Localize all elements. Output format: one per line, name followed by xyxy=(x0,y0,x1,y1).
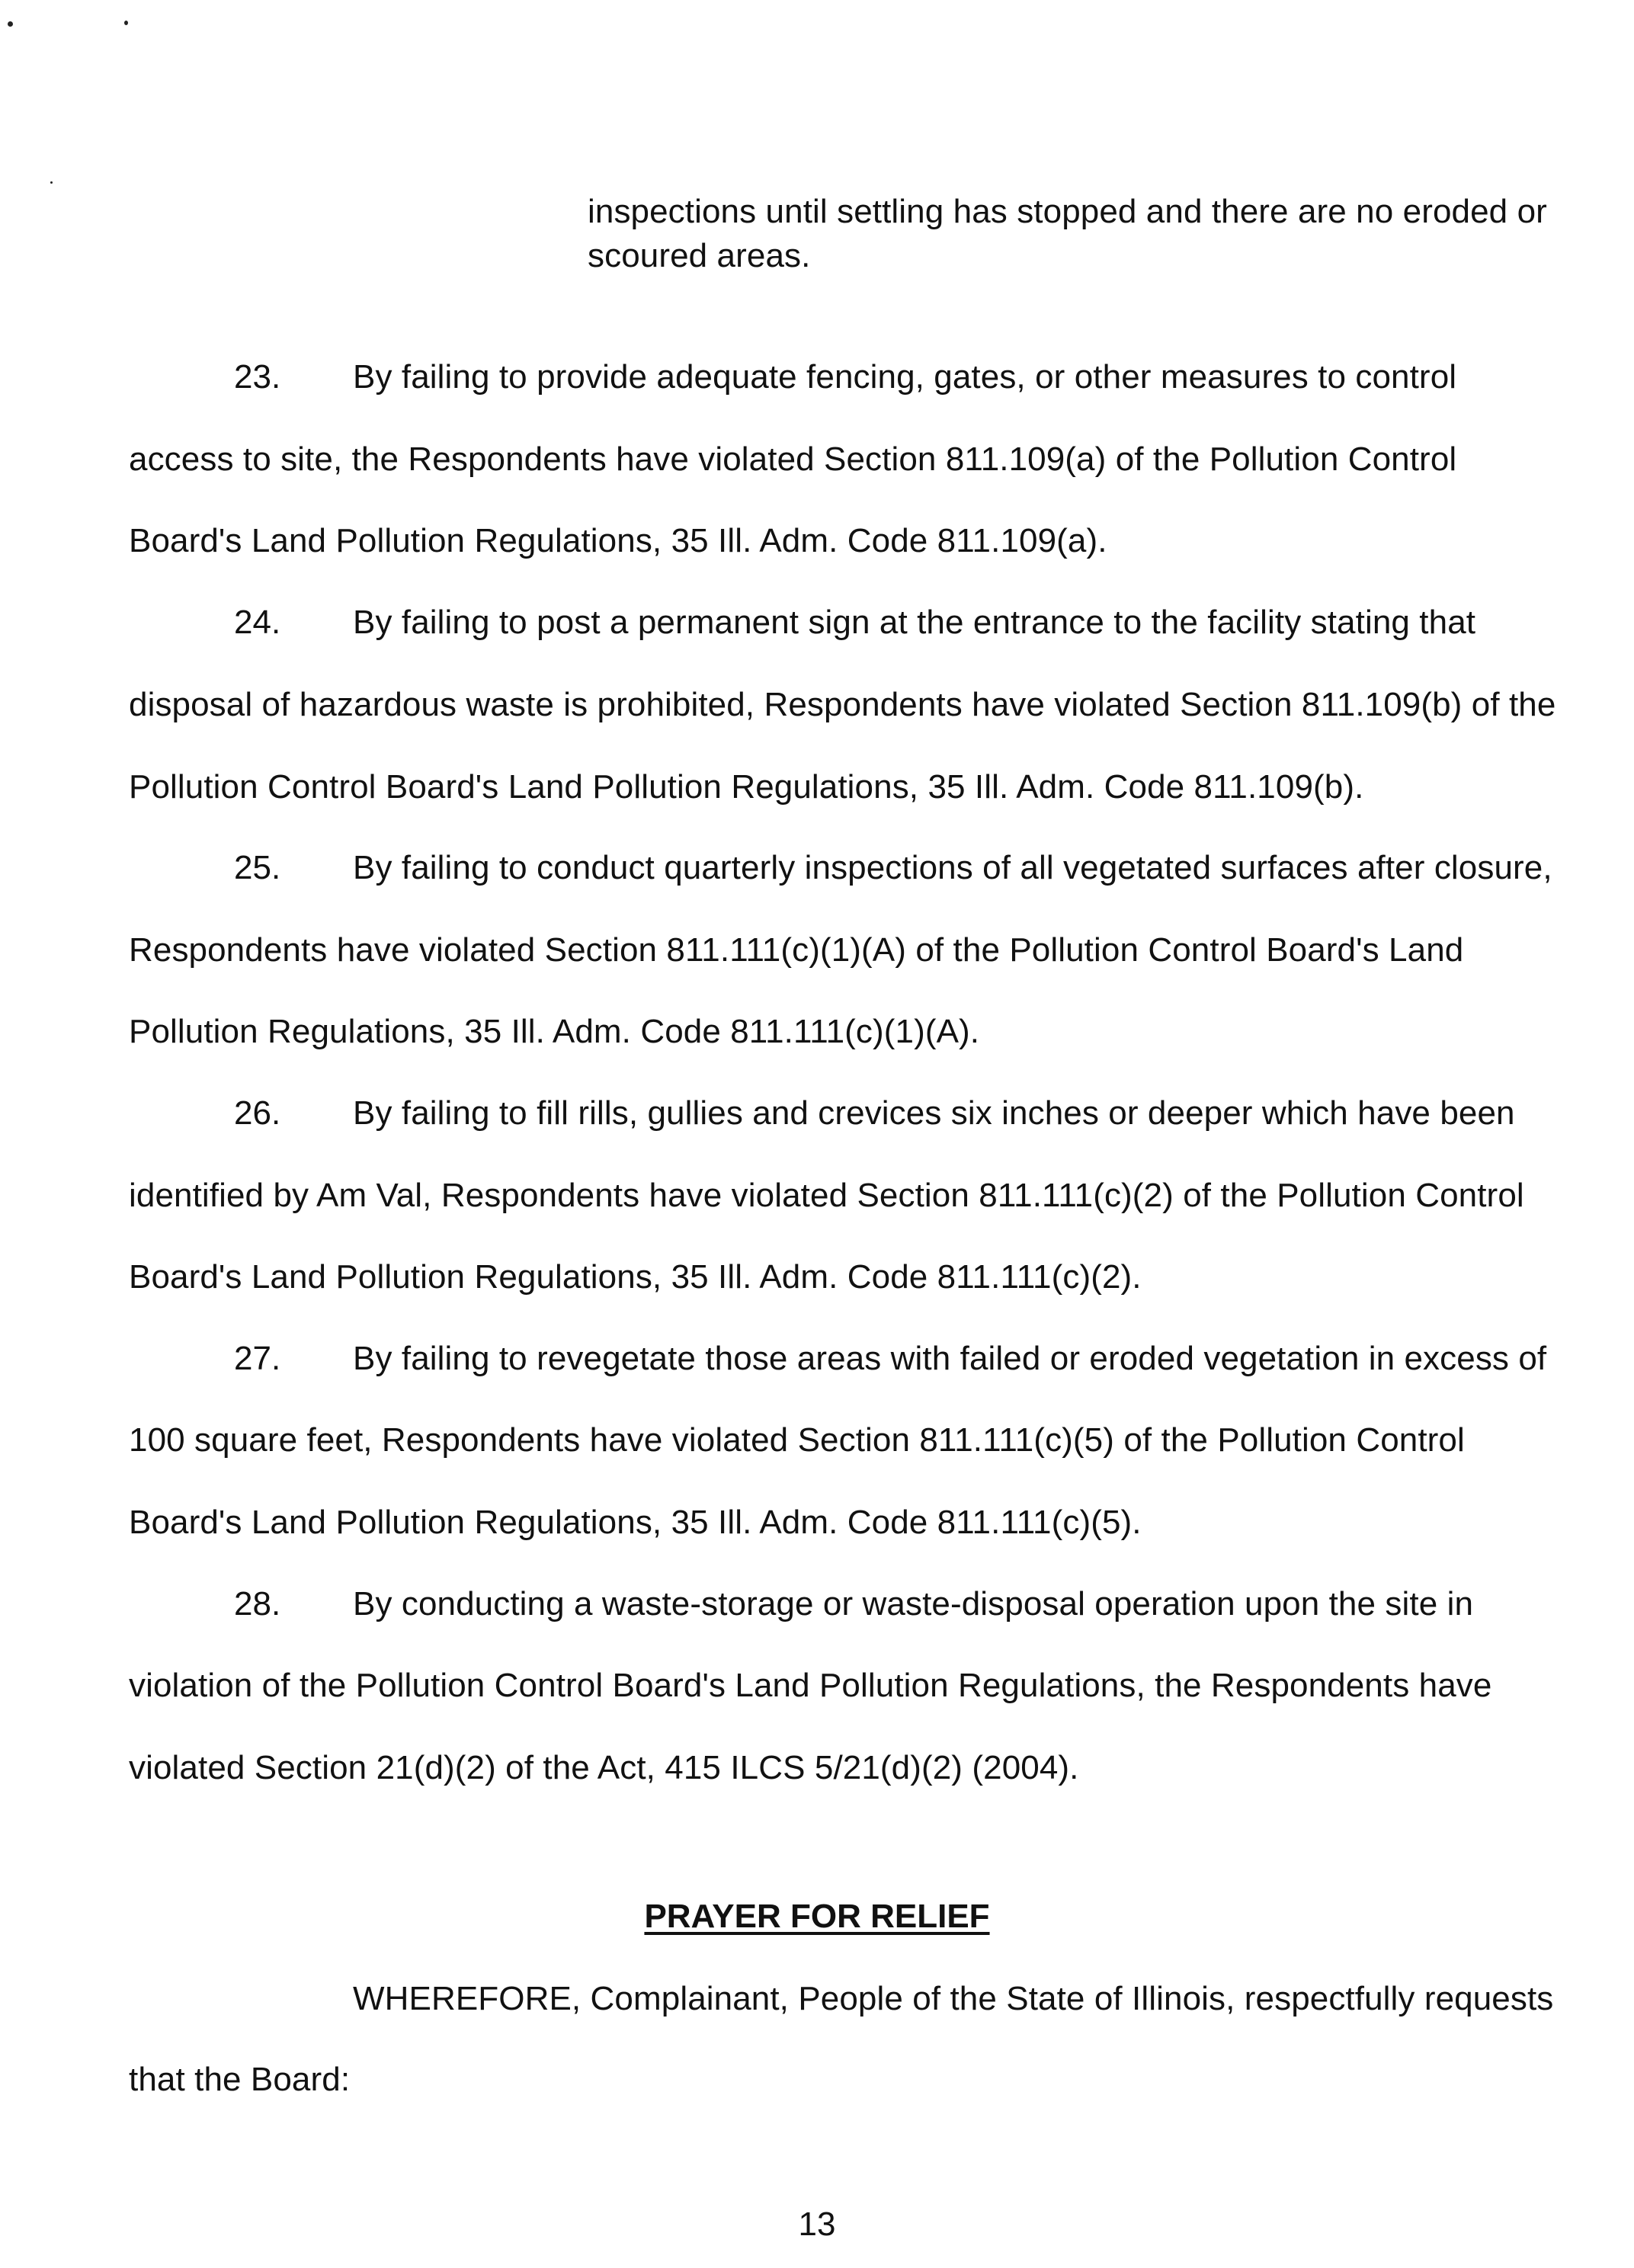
paragraph-line: access to site, the Respondents have violated Section 811.109(a) of the Pollution Control xyxy=(129,440,1457,478)
paragraph-line: By failing to conduct quarterly inspections of all vegetated surfaces after closure, xyxy=(353,849,1552,886)
paragraph-line: identified by Am Val, Respondents have violated Section 811.111(c)(2) of the Pollution Control xyxy=(129,1177,1524,1214)
scan-speck xyxy=(8,21,13,27)
paragraph-line: Pollution Control Board's Land Pollution Regulations, 35 Ill. Adm. Code 811.109(b). xyxy=(129,768,1364,806)
paragraph-line: By failing to provide adequate fencing, gates, or other measures to control xyxy=(353,358,1457,396)
paragraph-line: violated Section 21(d)(2) of the Act, 415 ILCS 5/21(d)(2) (2004). xyxy=(129,1749,1079,1786)
continuation-line: inspections until settling has stopped and there are no eroded or xyxy=(588,193,1547,230)
paragraph-line: disposal of hazardous waste is prohibited, Respondents have violated Section 811.109(b) of the xyxy=(129,686,1556,723)
page-number: 13 xyxy=(798,2206,836,2243)
paragraph-line: violation of the Pollution Control Board's Land Pollution Regulations, the Respondents have xyxy=(129,1667,1492,1704)
continuation-line: scoured areas. xyxy=(588,237,811,274)
paragraph-line: By failing to fill rills, gullies and crevices six inches or deeper which have been xyxy=(353,1094,1515,1132)
paragraph-number: 25. xyxy=(234,849,281,886)
paragraph-line: Respondents have violated Section 811.111(c)(1)(A) of the Pollution Control Board's Land xyxy=(129,931,1464,969)
prayer-line: WHEREFORE, Complainant, People of the State of Illinois, respectfully requests xyxy=(353,1980,1554,2017)
prayer-line: that the Board: xyxy=(129,2061,351,2098)
paragraph-line: Pollution Regulations, 35 Ill. Adm. Code 811.111(c)(1)(A). xyxy=(129,1013,980,1050)
section-heading: PRAYER FOR RELIEF xyxy=(644,1898,990,1935)
paragraph-number: 28. xyxy=(234,1585,281,1623)
paragraph-line: By conducting a waste-storage or waste-disposal operation upon the site in xyxy=(353,1585,1474,1623)
scan-speck xyxy=(124,21,128,25)
paragraph-line: By failing to post a permanent sign at the entrance to the facility stating that xyxy=(353,604,1476,641)
paragraph-number: 26. xyxy=(234,1094,281,1132)
paragraph-line: 100 square feet, Respondents have violated Section 811.111(c)(5) of the Pollution Control xyxy=(129,1421,1465,1459)
paragraph-line: By failing to revegetate those areas with failed or eroded vegetation in excess of xyxy=(353,1340,1547,1377)
paragraph-line: Board's Land Pollution Regulations, 35 Ill. Adm. Code 811.111(c)(5). xyxy=(129,1504,1142,1541)
paragraph-number: 27. xyxy=(234,1340,281,1377)
scan-speck xyxy=(50,181,53,184)
paragraph-number: 23. xyxy=(234,358,281,396)
paragraph-line: Board's Land Pollution Regulations, 35 Ill. Adm. Code 811.111(c)(2). xyxy=(129,1258,1142,1296)
paragraph-number: 24. xyxy=(234,604,281,641)
paragraph-line: Board's Land Pollution Regulations, 35 Ill. Adm. Code 811.109(a). xyxy=(129,522,1107,559)
